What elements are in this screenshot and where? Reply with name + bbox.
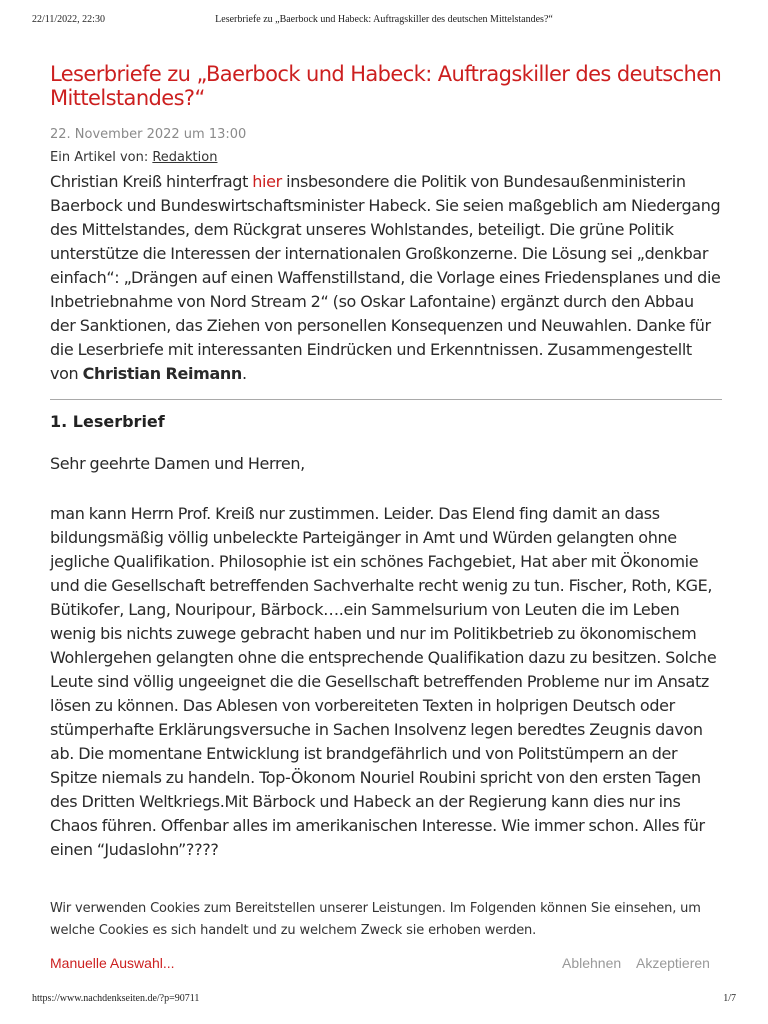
intro-compiler-name: Christian Reimann xyxy=(82,364,242,383)
intro-text-main: insbesondere die Politik von Bundesaußenministerin Baerbock und Bundeswirtschaftsminister Habeck. Sie seien maßgeblich am Niedergang des Mittelstandes, dem Rückgrat unseres Wohlstandes, beteiligt. Die grüne Politik unterstütze die Interessen der internationalen Großkonzerne. Die Lösung sei „denkbar einfach“: „Drängen auf einen Waffenstillstand, die Vorlage eines Friedensplanes und die Inbetriebnahme von Nord Stream 2“ (so Oskar Lafontaine) ergänzt durch den Abbau der Sanktionen, das Ziehen von personellen Konsequenzen und Neuwahlen. Danke für die Leserbriefe mit interessanten Eindrücken und Erkenntnissen. Zusammengestellt von xyxy=(50,172,721,383)
intro-text-start: Christian Kreiß hinterfragt xyxy=(50,172,253,191)
article-date: 22. November 2022 um 13:00 xyxy=(50,127,247,142)
print-url: https://www.nachdenkseiten.de/?p=90711 xyxy=(32,993,200,1004)
cookie-notice-text: Wir verwenden Cookies zum Bereitstellen unserer Leistungen. Im Folgenden können Sie einsehen, um welche Cookies es sich handelt und zu welchem Zweck sie erhoben werden. xyxy=(50,901,701,938)
article xyxy=(50,62,722,862)
section-divider xyxy=(50,399,722,400)
manual-selection-button[interactable]: Manuelle Auswahl... xyxy=(50,955,175,971)
article-author-line xyxy=(50,150,722,166)
page-number: 1/7 xyxy=(723,993,736,1004)
letter-salutation: Sehr geehrte Damen und Herren, xyxy=(50,454,305,473)
author-link[interactable]: Redaktion xyxy=(152,150,218,165)
reject-cookies-button[interactable]: Ablehnen xyxy=(562,955,622,971)
article-intro xyxy=(50,170,722,386)
print-footer xyxy=(32,993,736,1007)
accept-cookies-button[interactable]: Akzeptieren xyxy=(636,955,710,971)
letter-body: man kann Herrn Prof. Kreiß nur zustimmen. Leider. Das Elend fing damit an dass bildungsmäßig völlig unbeleckte Parteigänger in Amt und Würden gelangten ohne jegliche Qualifikation. Philosophie ist ein schönes Fachgebiet, Hat aber mit Ökonomie und die Gesellschaft betreffenden Sachverhalte recht wenig zu tun. Fischer, Roth, KGE, Bütikofer, Lang, Nouripour, Bärbock….ein Sammelsurium von Leuten die im Leben wenig bis nichts zuwege gebracht haben und nur im Politikbetrieb zu ökonomischem Wohlergehen gelangten ohne die entsprechende Qualifikation dazu zu besitzen. Solche Leute sind völlig ungeeignet die die Gesellschaft betreffenden Probleme nur im Ansatz lösen zu können. Das Ablesen von vorbereiteten Texten in holprigen Deutsch oder stümperhafte Erklärungsversuche in Sachen Insolvenz legen beredtes Zeugnis davon ab. Die momentane Entwicklung ist brandgefährlich und von Politstümpern an der Spitze niemals zu handeln. Top-Ökonom Nouriel Roubini spricht von den ersten Tagen des Dritten Weltkriegs.Mit Bärbock und Habeck an der Regierung kann dies nur ins Chaos führen. Offenbar alles im amerikanischen Interesse. Wie immer schon. Alles für einen “Judaslohn”???? xyxy=(50,504,717,859)
intro-hier-link[interactable]: hier xyxy=(252,172,282,191)
author-prefix: Ein Artikel von: xyxy=(50,150,153,165)
article-title: Leserbriefe zu „Baerbock und Habeck: Auftragskiller des deutschen Mittelstandes?“ xyxy=(50,62,722,110)
print-document-title: Leserbriefe zu „Baerbock und Habeck: Auftragskiller des deutschen Mittelstandes?“ xyxy=(215,14,553,25)
intro-text-end: . xyxy=(241,364,247,383)
print-date: 22/11/2022, 22:30 xyxy=(32,14,105,25)
print-header xyxy=(32,14,736,28)
cookie-banner xyxy=(0,889,768,989)
section-heading: 1. Leserbrief xyxy=(50,412,165,431)
